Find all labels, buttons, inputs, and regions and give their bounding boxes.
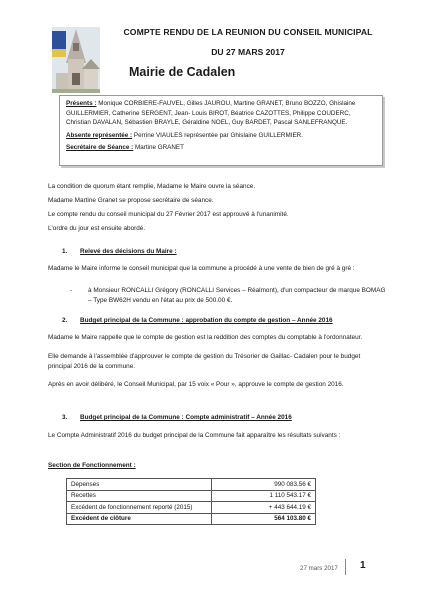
section2-title: Budget principal de la Commune : approbation du compte de gestion – Année 2016 xyxy=(80,317,333,324)
table-row xyxy=(67,502,316,514)
footer-date: 27 mars 2017 xyxy=(300,565,338,572)
section1-heading xyxy=(62,248,177,255)
intro-approval: Le compte rendu du conseil municipal du 27 Février 2017 est approuvé à l'unanimité. xyxy=(48,211,289,218)
intro-secretary: Madame Martine Granet se propose secrétaire de séance. xyxy=(48,197,214,204)
table-row xyxy=(67,479,316,491)
section2-p2: Elle demande à l'assemblée d'approuver le compte de gestion du Trésorier de Gaillac- Cadalen pour le budget principal 2016 de la commune. xyxy=(48,353,361,370)
secretaire-line xyxy=(66,143,376,153)
presents-line xyxy=(66,99,376,128)
row-label: Excédent de clôture xyxy=(67,513,212,525)
presents-text: Monique CORBIERE-FAUVEL, Gilles JAUROU, Martine GRANET, Bruno BOZZO, Ghislaine GUILLERMIER, Catherine SERGENT, Jean- Louis BIROT, Béatrice CAZOTTES, Philippe COUDERC, Christian DAVALAN, Sébastien BRAYLE, Géraldine NOEL, Guy BARDET, Pascal SANLEFRANQUE. xyxy=(66,100,356,127)
secretaire-text: Martine GRANET xyxy=(133,144,184,152)
row-value: 564 103.80 € xyxy=(212,513,316,525)
church-icon xyxy=(52,23,100,97)
section1-text: Madame le Maire informe le conseil municipal que la commune a procédé à une vente de bien de gré à gré : xyxy=(48,265,355,272)
section1-number: 1. xyxy=(62,248,68,255)
mairie-name: Mairie de Cadalen xyxy=(129,65,236,79)
section2-p1: Madame le Maire rappelle que le compte de gestion est la reddition des comptes du comptable à l'ordonnateur. xyxy=(48,334,363,341)
attendance-box xyxy=(59,95,383,166)
section3-heading xyxy=(62,414,292,421)
bullet-text: à Monsieur RONCALLI Grégory (RONCALLI Services – Réalmont), d'un compacteur de marque BOMAG – Type BW62H vendu en l'état au prix de 500.00 €. xyxy=(88,287,386,304)
row-value: + 443 644.19 € xyxy=(212,502,316,514)
intro-agenda: L'ordre du jour est ensuite abordé. xyxy=(48,225,146,232)
row-label: Excédent de fonctionnement reporté (2015) xyxy=(67,502,212,514)
table-row xyxy=(67,490,316,502)
report-title: COMPTE RENDU DE LA REUNION DU CONSEIL MUNICIPAL xyxy=(123,27,373,37)
presents-label: Présents : xyxy=(66,100,97,107)
page-number: 1 xyxy=(360,560,366,571)
footer-separator xyxy=(345,559,346,575)
section1-bullet xyxy=(70,286,390,305)
fonctionnement-table xyxy=(66,478,316,525)
row-value: 990 083.56 € xyxy=(212,479,316,491)
table-row xyxy=(67,513,316,525)
intro-quorum: La condition de quorum étant remplie, Madame le Maire ouvre la séance. xyxy=(48,183,256,190)
section2-p3: Après en avoir délibéré, le Conseil Municipal, par 15 voix « Pour », approuve le compte de gestion 2016. xyxy=(48,381,344,388)
fonctionnement-subtitle: Section de Fonctionnement : xyxy=(48,462,136,469)
row-label: Recettes xyxy=(67,490,212,502)
section3-number: 3. xyxy=(62,414,68,421)
absente-line xyxy=(66,131,376,141)
section3-title: Budget principal de la Commune : Compte administratif – Année 2016 xyxy=(80,414,292,421)
section3-p1: Le Compte Administratif 2016 du budget principal de la Commune fait apparaître les résultats suivants : xyxy=(48,432,341,439)
row-value: 1 110 543.17 € xyxy=(212,490,316,502)
secretaire-label: Secrétaire de Séance : xyxy=(66,144,134,152)
section2-heading xyxy=(62,317,333,324)
absente-label: Absente représentée : xyxy=(66,131,133,139)
absente-text: Perrine VIAULES représentée par Ghislaine GUILLERMIER. xyxy=(132,131,303,139)
section1-title: Relevé des décisions du Maire : xyxy=(80,248,177,255)
bullet-dash: - xyxy=(70,287,73,294)
section2-number: 2. xyxy=(62,317,68,324)
report-date: DU 27 MARS 2017 xyxy=(211,47,285,57)
row-label: Dépenses xyxy=(67,479,212,491)
